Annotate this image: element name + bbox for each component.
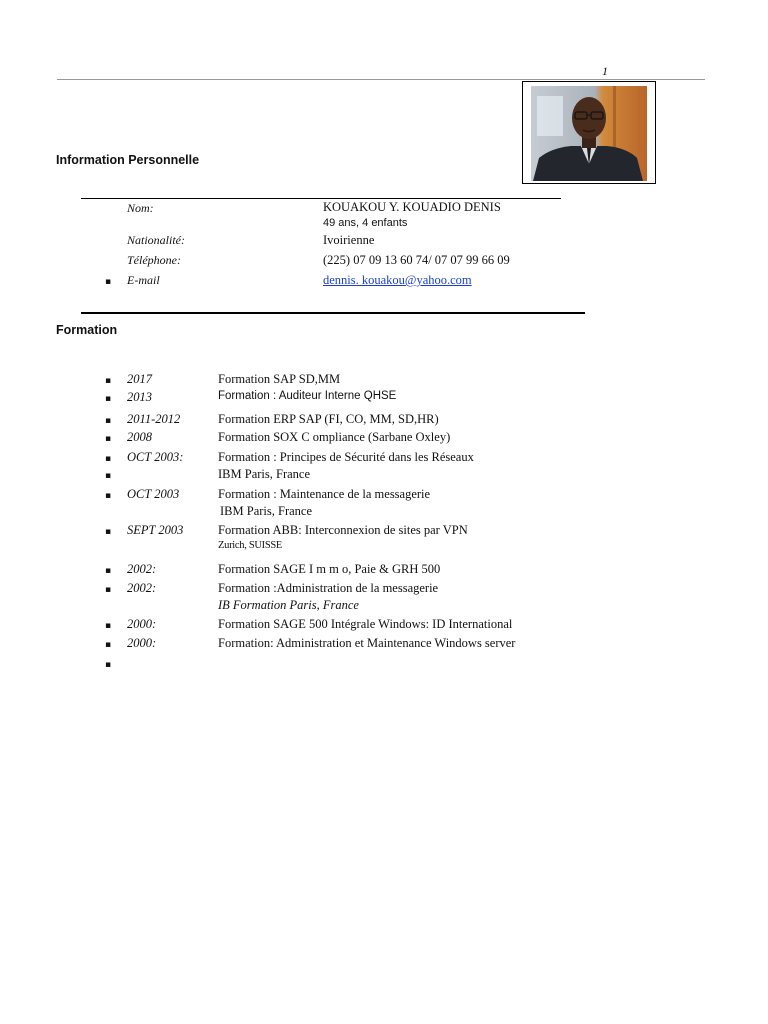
phone-label: Téléphone: bbox=[127, 253, 181, 267]
formation-bullet: ▪ bbox=[105, 471, 112, 481]
formation-bullet: ▪ bbox=[105, 454, 112, 464]
formation-bullet: ▪ bbox=[105, 394, 112, 404]
formation-date: 2008 bbox=[127, 430, 152, 444]
age-info: 49 ans, 4 enfants bbox=[323, 217, 408, 229]
section-heading-personal: Information Personnelle bbox=[56, 153, 200, 167]
formation-detail: IB Formation Paris, France bbox=[218, 598, 359, 612]
formation-date: 2011-2012 bbox=[127, 412, 181, 426]
formation-title: Formation SOX C ompliance (Sarbane Oxley) bbox=[218, 430, 451, 444]
formation-title: Formation SAGE 500 Intégrale Windows: ID International bbox=[218, 617, 513, 631]
formation-date: OCT 2003 bbox=[127, 487, 180, 501]
name-label: Nom: bbox=[127, 201, 154, 215]
personal-bottom-rule bbox=[81, 312, 585, 314]
formation-detail: IBM Paris, France bbox=[220, 504, 312, 518]
nationality-label: Nationalité: bbox=[127, 233, 185, 247]
formation-bullet: ▪ bbox=[105, 491, 112, 501]
formation-date: OCT 2003: bbox=[127, 450, 184, 464]
page-number: 1 bbox=[602, 64, 608, 78]
email-bullet: ▪ bbox=[105, 277, 112, 287]
formation-title: Formation ERP SAP (FI, CO, MM, SD,HR) bbox=[218, 412, 439, 426]
formation-title: Formation SAP SD,MM bbox=[218, 372, 341, 386]
formation-title: Formation : Principes de Sécurité dans les Réseaux bbox=[218, 450, 474, 464]
formation-date: 2002: bbox=[127, 581, 157, 595]
formation-bullet: ▪ bbox=[105, 621, 112, 631]
personal-top-rule bbox=[81, 198, 561, 199]
formation-title: Formation SAGE I m m o, Paie & GRH 500 bbox=[218, 562, 441, 576]
name-value: KOUAKOU Y. KOUADIO DENIS bbox=[323, 200, 501, 214]
formation-date: 2000: bbox=[127, 636, 157, 650]
email-label: E-mail bbox=[127, 273, 160, 287]
formation-title: Formation : Maintenance de la messagerie bbox=[218, 487, 431, 501]
formation-title: IBM Paris, France bbox=[218, 467, 310, 481]
email-link[interactable]: dennis. kouakou@yahoo.com bbox=[323, 273, 472, 287]
formation-detail: Zurich, SUISSE bbox=[218, 540, 283, 551]
formation-bullet: ▪ bbox=[105, 640, 112, 650]
formation-bullet: ▪ bbox=[105, 527, 112, 537]
formation-bullet: ▪ bbox=[105, 585, 112, 595]
formation-bullet: ▪ bbox=[105, 434, 112, 444]
profile-photo bbox=[522, 81, 656, 184]
formation-date: 2013 bbox=[127, 390, 152, 404]
formation-date: 2000: bbox=[127, 617, 157, 631]
formation-bullet: ▪ bbox=[105, 566, 112, 576]
formation-bullet: ▪ bbox=[105, 416, 112, 426]
formation-bullet: ▪ bbox=[105, 660, 112, 670]
formation-title: Formation: Administration et Maintenance Windows server bbox=[218, 636, 516, 650]
formation-date: 2017 bbox=[127, 372, 152, 386]
portrait-image bbox=[531, 86, 647, 181]
formation-title: Formation ABB: Interconnexion de sites par VPN bbox=[218, 523, 468, 537]
phone-value: (225) 07 09 13 60 74/ 07 07 99 66 09 bbox=[323, 253, 510, 267]
formation-date: 2002: bbox=[127, 562, 157, 576]
formation-title: Formation : Auditeur Interne QHSE bbox=[218, 390, 397, 402]
section-heading-formation: Formation bbox=[56, 323, 118, 337]
nationality-value: Ivoirienne bbox=[323, 233, 375, 247]
formation-bullet: ▪ bbox=[105, 376, 112, 386]
header-rule bbox=[57, 79, 705, 80]
formation-date: SEPT 2003 bbox=[127, 523, 184, 537]
formation-title: Formation :Administration de la messagerie bbox=[218, 581, 439, 595]
